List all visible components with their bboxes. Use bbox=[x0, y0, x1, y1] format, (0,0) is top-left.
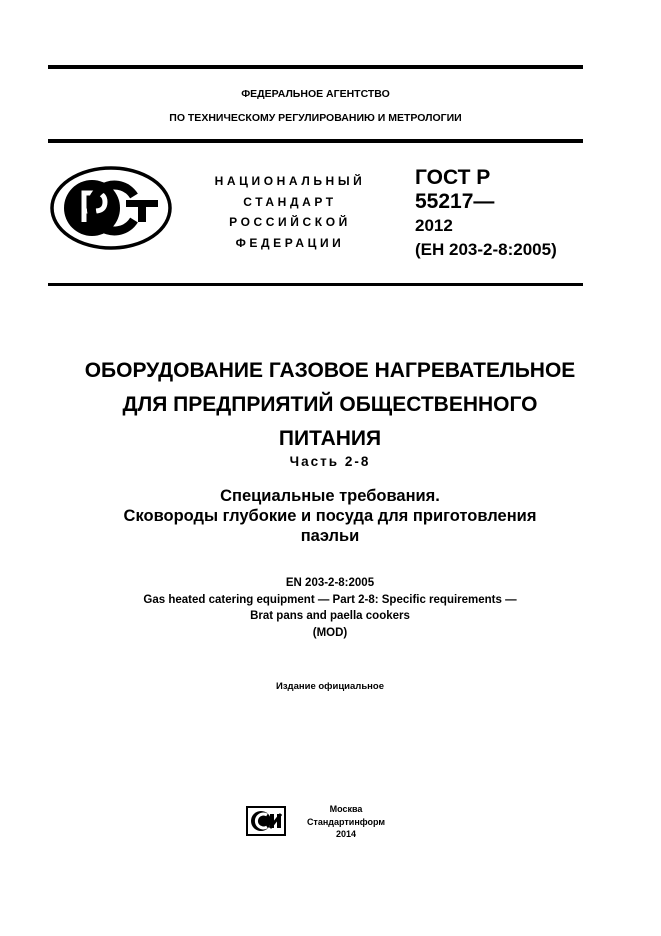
subtitle-line-3: паэльи bbox=[300, 527, 360, 545]
document-subtitle bbox=[30, 486, 630, 546]
publisher-city: Москва bbox=[329, 804, 363, 814]
publisher-name: Стандартинформ bbox=[306, 816, 386, 827]
document-title bbox=[30, 354, 630, 456]
middle-rule bbox=[48, 139, 583, 143]
part-number: Часть 2-8 bbox=[289, 454, 371, 469]
designation-line-1: ГОСТ Р bbox=[415, 166, 491, 189]
standard-kind-line-4: ФЕДЕРАЦИИ bbox=[235, 235, 345, 250]
title-line-3: ПИТАНИЯ bbox=[278, 427, 382, 450]
standard-kind-line-1: НАЦИОНАЛЬНЫЙ bbox=[214, 174, 366, 188]
en-title-line-1: Gas heated catering equipment — Part 2-8: Specific requirements — bbox=[143, 593, 517, 606]
standard-kind bbox=[190, 171, 390, 253]
agency-header bbox=[48, 82, 583, 130]
en-reference bbox=[30, 575, 630, 641]
publisher-info bbox=[296, 803, 396, 841]
subtitle-line-1: Специальные требования. bbox=[220, 487, 440, 505]
en-title-line-2: Brat pans and paella cookers bbox=[250, 610, 410, 622]
title-line-1: ОБОРУДОВАНИЕ ГАЗОВОЕ НАГРЕВАТЕЛЬНОЕ bbox=[84, 359, 576, 382]
gost-r-logo-icon bbox=[50, 166, 172, 250]
bottom-rule bbox=[48, 283, 583, 286]
edition-note: Издание официальное bbox=[276, 681, 384, 692]
agency-line-2: ПО ТЕХНИЧЕСКОМУ РЕГУЛИРОВАНИЮ И МЕТРОЛОГИИ bbox=[169, 112, 462, 124]
en-mod: (MOD) bbox=[312, 626, 348, 639]
designation-line-2: 55217— bbox=[415, 190, 495, 213]
standard-kind-line-2: СТАНДАРТ bbox=[243, 194, 337, 209]
standard-designation bbox=[415, 166, 557, 262]
publisher-year: 2014 bbox=[335, 829, 357, 839]
subtitle-line-2: Сковороды глубокие и посуда для приготовления bbox=[123, 507, 537, 525]
title-line-2: ДЛЯ ПРЕДПРИЯТИЙ ОБЩЕСТВЕННОГО bbox=[122, 393, 538, 416]
en-code: EN 203-2-8:2005 bbox=[285, 577, 375, 589]
top-rule bbox=[48, 65, 583, 69]
designation-line-4: (ЕН 203-2-8:2005) bbox=[415, 240, 557, 259]
standartinform-logo-icon bbox=[246, 806, 286, 836]
designation-line-3: 2012 bbox=[415, 216, 453, 235]
agency-line-1: ФЕДЕРАЛЬНОЕ АГЕНТСТВО bbox=[241, 88, 390, 100]
standard-kind-line-3: РОССИЙСКОЙ bbox=[229, 215, 351, 229]
